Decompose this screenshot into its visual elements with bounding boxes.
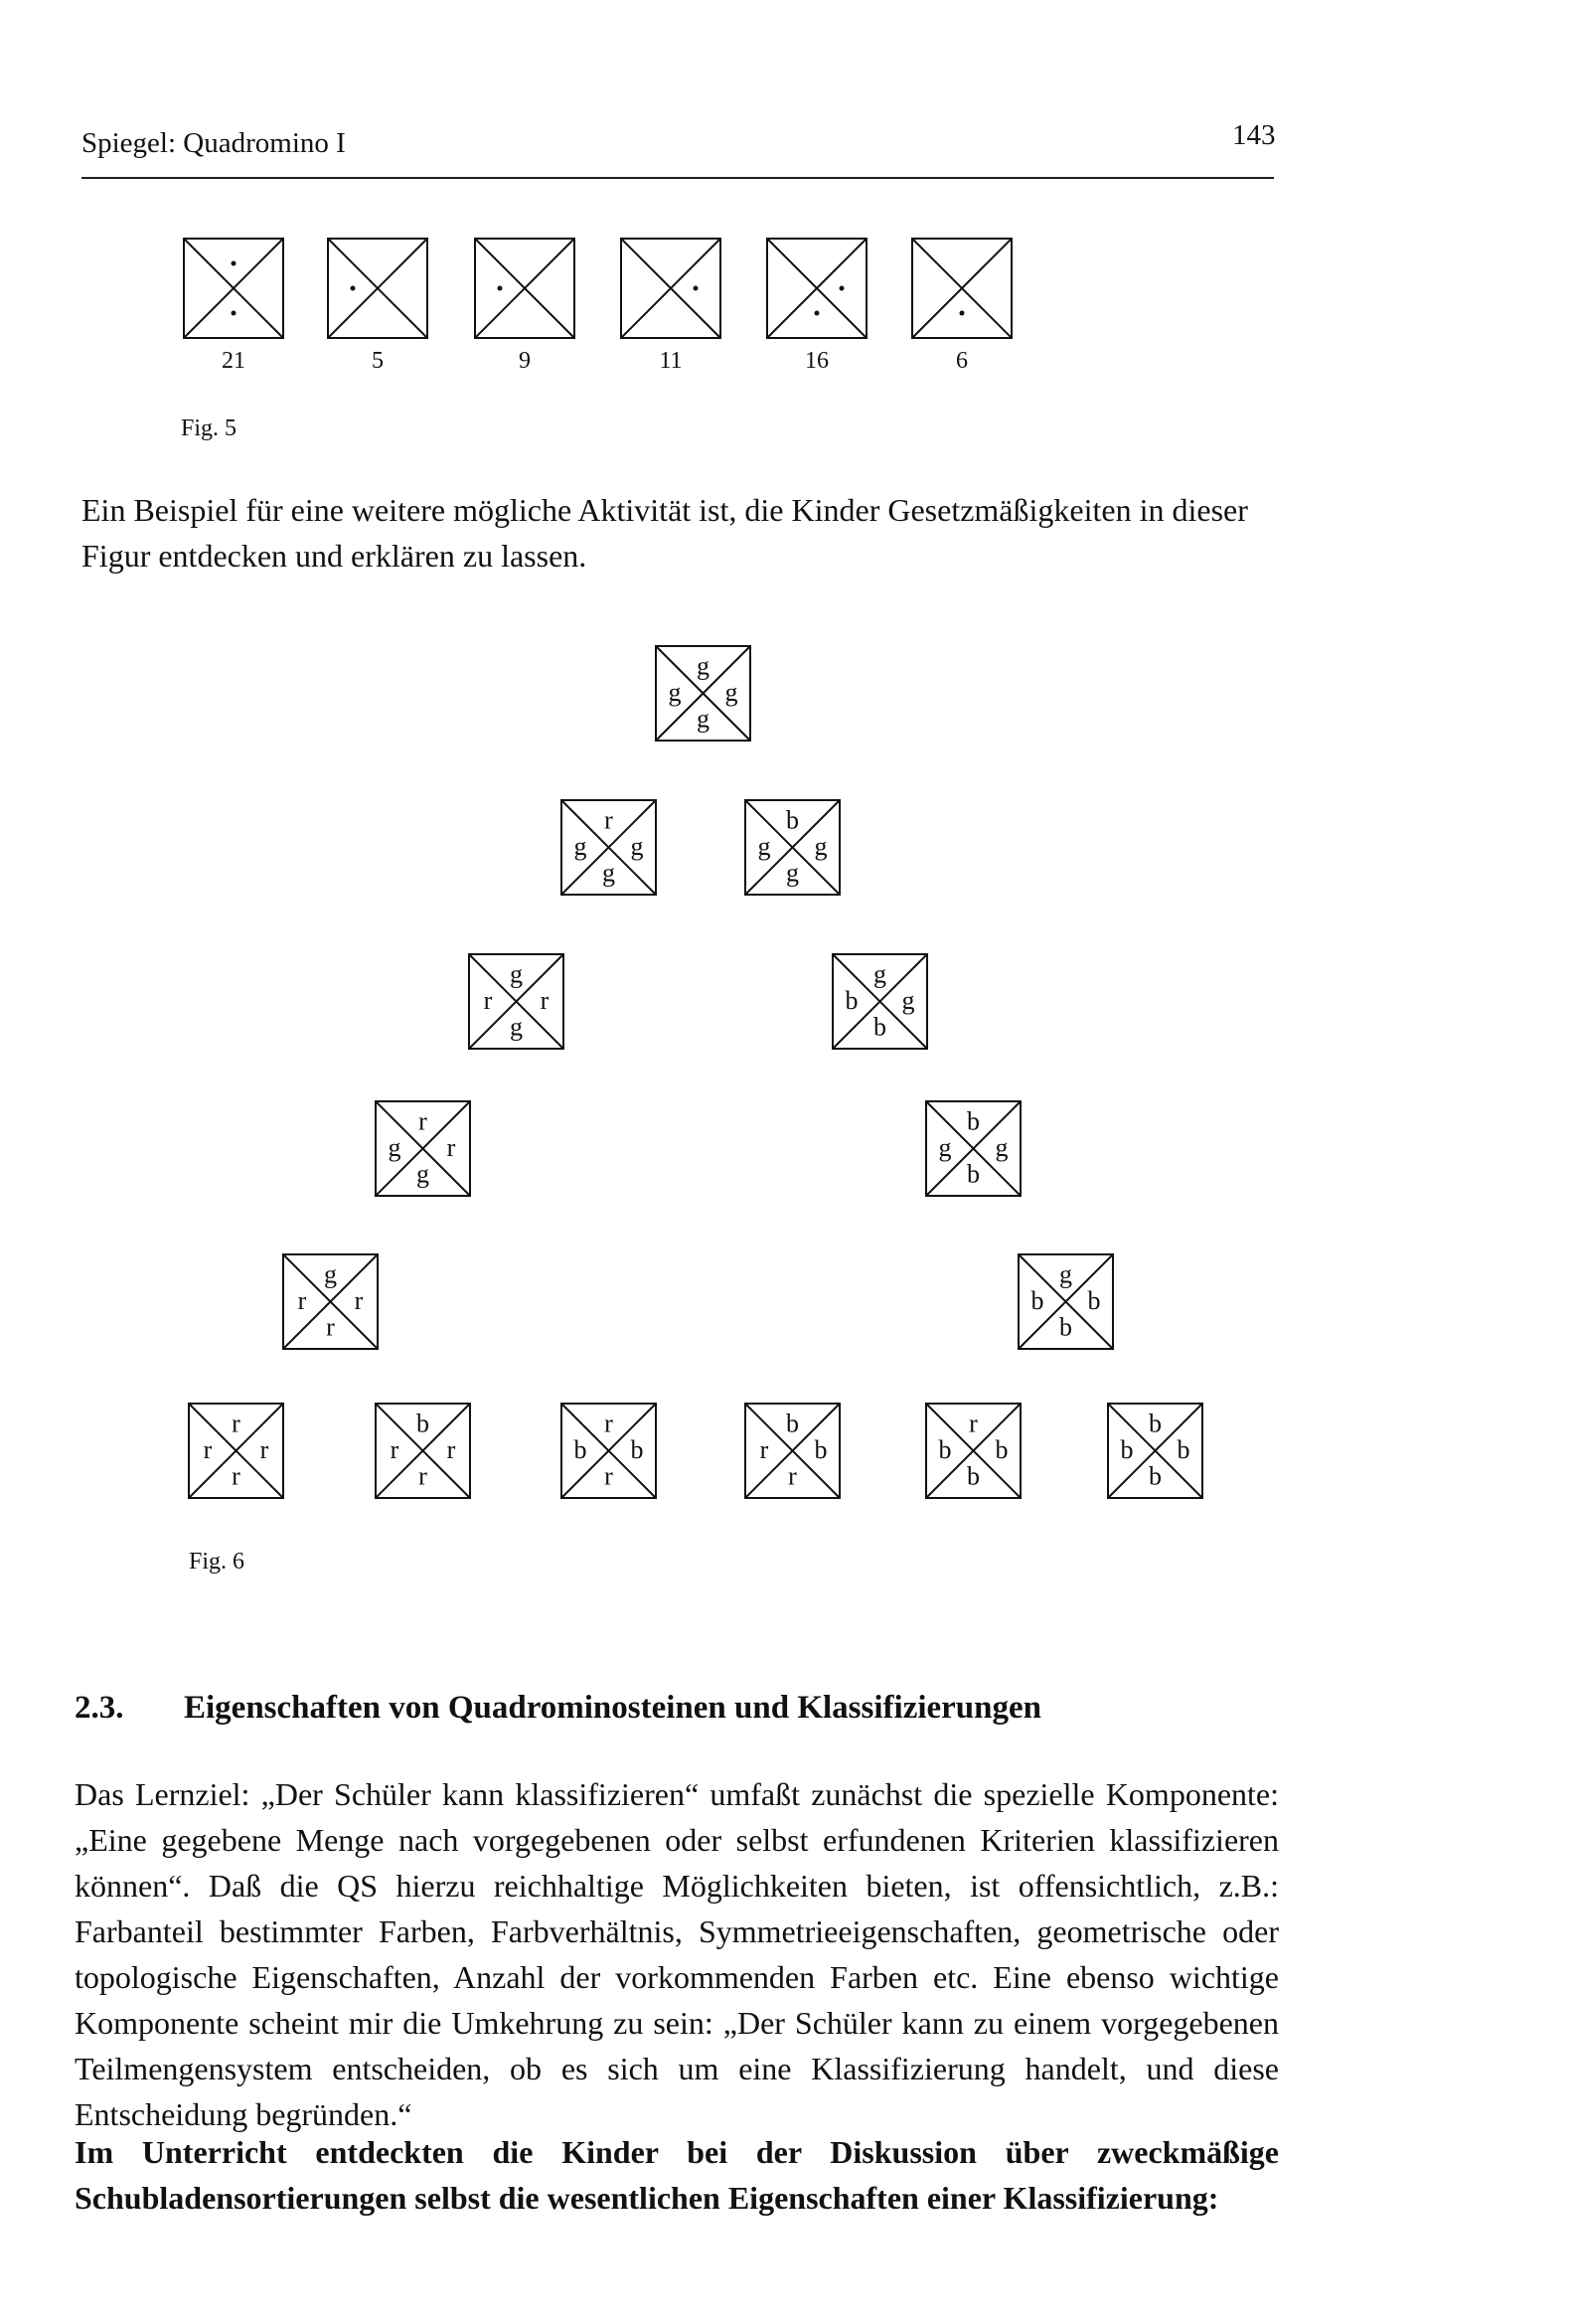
fig6-tile [561, 800, 656, 895]
fig6-tile-letter-b: r [232, 1461, 240, 1491]
fig6-tile-letter-l: r [483, 986, 493, 1016]
fig6-tile-letter-r: b [814, 1435, 828, 1465]
fig6-tile [376, 1404, 470, 1498]
fig5-tile-label: 21 [222, 348, 245, 374]
fig6-tile [189, 1404, 283, 1498]
section-heading [75, 1690, 1041, 1727]
fig6-tile-letter-l: g [388, 1133, 401, 1163]
figure-5-caption: Fig. 5 [181, 415, 237, 441]
fig6-tile-letter-l: b [845, 986, 859, 1016]
page-number: 143 [1232, 119, 1276, 151]
fig6-tile-letter-t: g [697, 651, 710, 681]
paragraph-classroom: Im Unterricht entdeckten die Kinder bei der Diskussion über zweckmäßige Schubladensortierungen selbst die wesentlichen Eigenschaften einer Klassifizierung: [75, 2134, 1279, 2216]
fig6-tile [1019, 1254, 1113, 1349]
fig6-tile-letter-t: r [232, 1409, 240, 1438]
fig6-tile-letter-r: g [630, 832, 644, 862]
fig6-tile-letter-l: g [757, 832, 771, 862]
fig6-tile [745, 800, 840, 895]
fig6-tile-letter-l: b [573, 1435, 587, 1465]
fig6-tile [1108, 1404, 1202, 1498]
fig6-tile-letter-b: r [788, 1461, 797, 1491]
fig6-tile-letter-b: b [967, 1159, 980, 1189]
fig6-tile-letter-t: b [416, 1409, 429, 1438]
fig6-tile-letter-t: r [604, 805, 613, 835]
fig6-tile-letter-r: r [446, 1133, 456, 1163]
fig6-tile-letter-r: r [354, 1286, 364, 1316]
fig6-tile-letter-t: b [1149, 1409, 1162, 1438]
fig6-tile-letter-t: g [324, 1259, 337, 1289]
paragraph-learning-goal: Das Lernziel: „Der Schüler kann klassifizieren“ umfaßt zunächst die spezielle Komponente: „Eine gegebene Menge nach vorgegebenen oder selbst erfundenen Kriterien klassifizieren können“. Daß die QS hierzu reichhaltige Möglichkeiten bieten, ist offensichtlich, z.B.: Farbanteil bestimmter Farben, Farbverhältnis, Symmetrieeigenschaften, geometrische oder topologische Eigenschaften, Anzahl der vorkommenden Farben etc. Eine ebenso wichtige Komponente scheint mir die Umkehrung zu sein: „Der Schüler kann zu einem vorgegebenen Teilmengensystem entscheiden, ob es sich um eine Klassifizierung handelt, und diese Entscheidung begründen.“ [75, 1776, 1279, 2132]
fig6-tile-letter-r: r [540, 986, 550, 1016]
fig6-tile-letter-b: r [604, 1461, 613, 1491]
fig6-tile-letter-l: r [203, 1435, 213, 1465]
fig6-tile-letter-r: g [814, 832, 828, 862]
fig6-tile-letter-r: g [724, 678, 738, 708]
fig6-tile [926, 1101, 1021, 1196]
fig6-tile-letter-t: g [873, 959, 886, 989]
fig6-tile-letter-b: b [1059, 1312, 1072, 1342]
fig6-tile [283, 1254, 378, 1349]
fig6-tile-letter-b: r [418, 1461, 427, 1491]
fig6-tile [833, 954, 927, 1049]
fig6-tile-letter-l: r [297, 1286, 307, 1316]
fig6-tile-letter-l: b [1120, 1435, 1134, 1465]
fig6-tile [376, 1101, 470, 1196]
fig5-tile-label: 5 [372, 348, 384, 374]
fig6-tile [656, 646, 750, 741]
paragraph-intro: Ein Beispiel für eine weitere mögliche Aktivität ist, die Kinder Gesetzmäßigkeiten in dieser Figur entdecken und erklären zu lassen. [81, 492, 1248, 574]
fig6-tile-letter-r: b [1177, 1435, 1190, 1465]
fig6-tile-letter-b: g [602, 858, 615, 888]
fig5-tile-label: 6 [956, 348, 968, 374]
fig6-tile-letter-t: r [418, 1106, 427, 1136]
fig6-tile-letter-r: b [630, 1435, 644, 1465]
fig5-tile-label: 16 [805, 348, 829, 374]
fig6-tile-letter-r: b [995, 1435, 1009, 1465]
fig6-tile-letter-r: g [995, 1133, 1009, 1163]
fig6-tile-letter-l: g [668, 678, 682, 708]
fig6-tile [469, 954, 563, 1049]
fig6-tile-letter-b: g [510, 1012, 523, 1042]
fig6-tile-letter-t: r [969, 1409, 978, 1438]
fig6-tile [926, 1404, 1021, 1498]
fig6-tile-letter-l: b [1030, 1286, 1044, 1316]
fig6-tile-letter-b: g [697, 704, 710, 734]
fig6-tile-letter-t: r [604, 1409, 613, 1438]
fig6-tile-letter-r: r [446, 1435, 456, 1465]
fig6-tile-letter-l: r [759, 1435, 769, 1465]
fig6-tile-letter-t: b [786, 1409, 799, 1438]
fig6-tile-letter-b: g [416, 1159, 429, 1189]
fig6-tile-letter-b: b [873, 1012, 886, 1042]
fig6-tile-letter-t: b [786, 805, 799, 835]
fig6-tile-letter-r: b [1087, 1286, 1101, 1316]
fig6-tile [745, 1404, 840, 1498]
fig6-tile-letter-t: g [1059, 1259, 1072, 1289]
fig6-tile [561, 1404, 656, 1498]
fig5-tile-label: 11 [659, 348, 683, 374]
fig6-tile-letter-r: r [259, 1435, 269, 1465]
figure-6-caption: Fig. 6 [189, 1549, 245, 1575]
header-title: Spiegel: Quadromino I [81, 127, 346, 159]
fig5-tile-label: 9 [519, 348, 531, 374]
section-number: 2.3. [75, 1690, 124, 1726]
fig6-tile-letter-b: b [1149, 1461, 1162, 1491]
section-title: Eigenschaften von Quadrominosteinen und Klassifizierungen [184, 1690, 1042, 1726]
fig6-tile-letter-b: r [326, 1312, 335, 1342]
fig6-tile-letter-t: b [967, 1106, 980, 1136]
fig6-tile-letter-l: b [938, 1435, 952, 1465]
fig6-tile-letter-l: g [938, 1133, 952, 1163]
fig6-tile-letter-b: g [786, 858, 799, 888]
fig6-tile-letter-l: g [573, 832, 587, 862]
fig6-tile-letter-l: r [390, 1435, 399, 1465]
fig6-tile-letter-b: b [967, 1461, 980, 1491]
fig6-tile-letter-r: g [901, 986, 915, 1016]
fig6-tile-letter-t: g [510, 959, 523, 989]
